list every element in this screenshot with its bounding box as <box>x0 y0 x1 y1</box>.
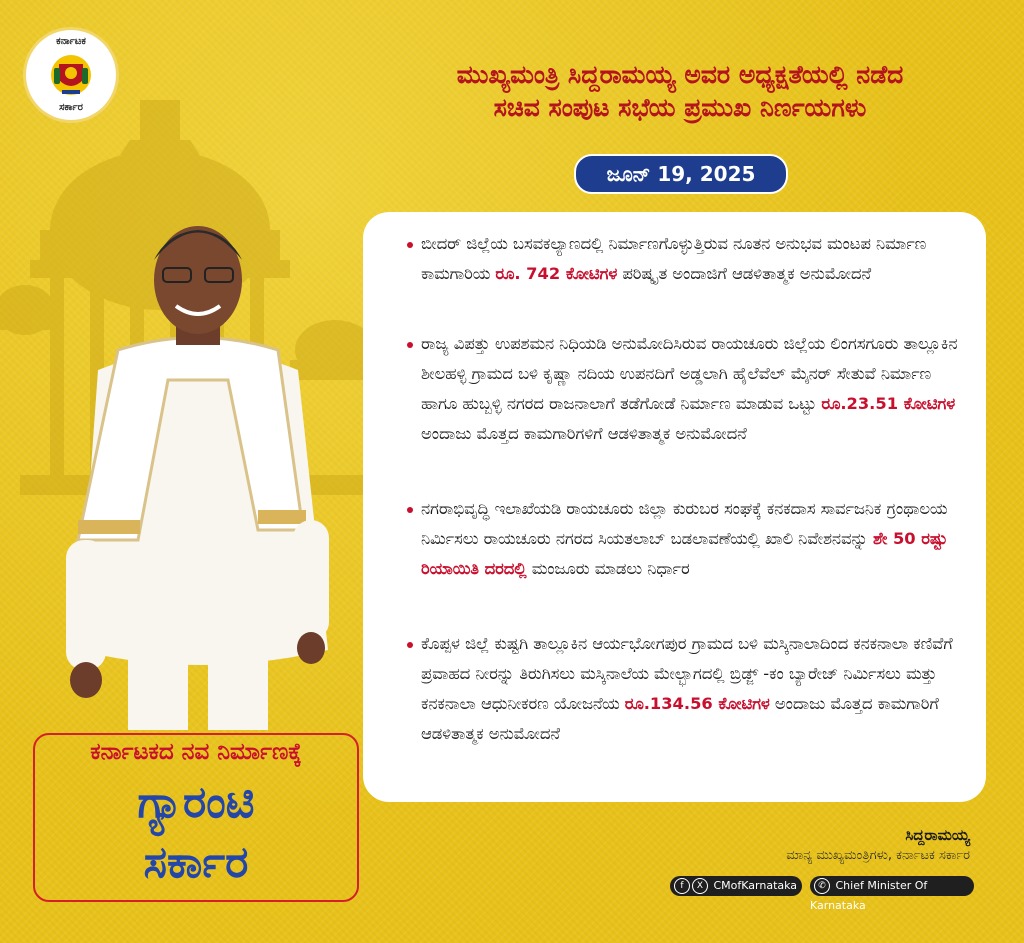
slogan-guarantee: ಗ್ಯಾರಂಟಿ <box>137 777 255 828</box>
bullet-icon <box>407 642 413 648</box>
social-handle-text: CMofKarnataka <box>713 879 798 892</box>
guarantee-slogan-box <box>33 733 359 902</box>
emblem-top-text: ಕರ್ನಾಟಕ <box>56 36 86 47</box>
signature-name: ಸಿದ್ದರಾಮಯ್ಯ <box>905 826 970 844</box>
title-line-2: ಸಚಿವ ಸಂಪುಟ ಸಭೆಯ ಪ್ರಮುಖ ನಿರ್ಣಯಗಳು <box>493 93 867 122</box>
decision-1-text-end: ಪರಿಷ್ಕೃತ ಅಂದಾಜಿಗೆ ಆಡಳಿತಾತ್ಮಕ ಅನುಮೋದನೆ <box>617 264 872 283</box>
whatsapp-channel-text: Chief Minister Of Karnataka <box>810 879 928 912</box>
decision-1-amount: ರೂ. 742 ಕೋಟಿಗಳ <box>495 264 618 283</box>
decision-item-3 <box>421 494 961 584</box>
page-title <box>360 58 1000 124</box>
x-icon: X <box>692 878 708 894</box>
decision-3-amount: ಶೇ 50 ರಷ್ಟು ರಿಯಾಯಿತಿ ದರದಲ್ಲಿ <box>421 529 948 578</box>
date-badge: ಜೂನ್ 19, 2025 <box>574 154 788 194</box>
whatsapp-channel-badge[interactable] <box>810 876 974 912</box>
social-handle-badge[interactable] <box>670 876 802 896</box>
decision-2-amount: ರೂ.23.51 ಕೋಟಿಗಳ <box>821 394 956 413</box>
karnataka-emblem <box>26 30 116 120</box>
decision-3-text-end: ಮಂಜೂರು ಮಾಡಲು ನಿರ್ಧಾರ <box>526 559 690 578</box>
decision-1-text: ಬೀದರ್ ಜಿಲ್ಲೆಯ ಬಸವಕಲ್ಯಾಣದಲ್ಲಿ ನಿರ್ಮಾಣಗೊಳ್ಳುತ್ತಿರುವ ನೂತನ ಅನುಭವ ಮಂಟಪ ನಿರ್ಮಾಣ ಕಾಮಗಾರಿಯ <box>421 234 927 283</box>
decision-2-text-end: ಅಂದಾಜು ಮೊತ್ತದ ಕಾಮಗಾರಿಗಳಿಗೆ ಆಡಳಿತಾತ್ಮಕ ಅನುಮೋದನೆ <box>421 424 747 443</box>
title-line-1: ಮುಖ್ಯಮಂತ್ರಿ ಸಿದ್ದರಾಮಯ್ಯ ಅವರ ಅಧ್ಯಕ್ಷತೆಯಲ್ಲಿ ನಡೆದ <box>456 60 904 89</box>
signature-title: ಮಾನ್ಯ ಮುಖ್ಯಮಂತ್ರಿಗಳು, ಕರ್ನಾಟಕ ಸರ್ಕಾರ <box>786 848 970 863</box>
bullet-icon <box>407 242 413 248</box>
slogan-line-1: ಕರ್ನಾಟಕದ ನವ ನಿರ್ಮಾಣಕ್ಕೆ <box>90 739 302 765</box>
emblem-bottom-text: ಸರ್ಕಾರ <box>59 102 83 113</box>
decision-4-amount: ರೂ.134.56 ಕೋಟಿಗಳ <box>624 694 770 713</box>
whatsapp-icon: ✆ <box>814 878 830 894</box>
bullet-icon <box>407 507 413 513</box>
decision-item-4 <box>421 629 961 749</box>
decision-2-text: ರಾಜ್ಯ ವಿಪತ್ತು ಉಪಶಮನ ನಿಧಿಯಡಿ ಅನುಮೋದಿಸಿರುವ ರಾಯಚೂರು ಜಿಲ್ಲೆಯ ಲಿಂಗಸಗೂರು ತಾಲ್ಲೂಕಿನ ಶೀಲಹಳ್ಳಿ ಗ್ರಾಮದ ಬಳಿ ಕೃಷ್ಣಾ ನದಿಯ ಉಪನದಿಗೆ ಅಡ್ಡಲಾಗಿ ಹೈಲೆವೆಲ್ ಮೈನರ್ ಸೇತುವೆ ನಿರ್ಮಾಣ ಹಾಗೂ ಹುಬ್ಬಳ್ಳಿ ನಗರದ ರಾಜನಾಲಾಗೆ ತಡೆಗೋಡೆ ನಿರ್ಮಾಣ ಮಾಡುವ ಒಟ್ಟು <box>421 334 958 413</box>
emblem-crest-icon <box>50 52 92 98</box>
decision-item-2 <box>421 329 961 449</box>
chief-minister-photo <box>58 210 338 730</box>
decisions-card <box>363 212 986 802</box>
bullet-icon <box>407 342 413 348</box>
decision-item-1 <box>421 229 961 289</box>
facebook-icon: f <box>674 878 690 894</box>
decision-3-text: ನಗರಾಭಿವೃದ್ಧಿ ಇಲಾಖೆಯಡಿ ರಾಯಚೂರು ಜಿಲ್ಲಾ ಕುರುಬರ ಸಂಘಕ್ಕೆ ಕನಕದಾಸ ಸಾರ್ವಜನಿಕ ಗ್ರಂಥಾಲಯ ನಿರ್ಮಿಸಲು ರಾಯಚೂರು ನಗರದ ಸಿಯತಲಾಬ್ ಬಡಲಾವಣೆಯಲ್ಲಿ ಖಾಲಿ ನಿವೇಶನವನ್ನು <box>421 499 948 548</box>
decision-4-text-end: ಅಂದಾಜು ಮೊತ್ತದ ಕಾಮಗಾರಿಗೆ ಆಡಳಿತಾತ್ಮಕ ಅನುಮೋದನೆ <box>421 694 939 743</box>
slogan-line-2 <box>35 773 357 893</box>
slogan-sarkara: ಸರ್ಕಾರ <box>143 837 249 888</box>
decision-4-text: ಕೊಪ್ಪಳ ಜಿಲ್ಲೆ ಕುಷ್ಟಗಿ ತಾಲ್ಲೂಕಿನ ಆರ್ಯಭೋಗಪುರ ಗ್ರಾಮದ ಬಳಿ ಮಸ್ಕಿನಾಲಾದಿಂದ ಕನಕನಾಲಾ ಕಣಿವೆಗೆ ಪ್ರವಾಹದ ನೀರನ್ನು ತಿರುಗಿಸಲು ಮಸ್ಕಿನಾಲೆಯ ಮೇಲ್ಭಾಗದಲ್ಲಿ ಬ್ರಿಡ್ಜ್ -ಕಂ ಬ್ಯಾರೇಜ್ ನಿರ್ಮಿಸಲು ಮತ್ತು ಕನಕನಾಲಾ ಆಧುನೀಕರಣ ಯೋಜನೆಯ <box>421 634 953 713</box>
